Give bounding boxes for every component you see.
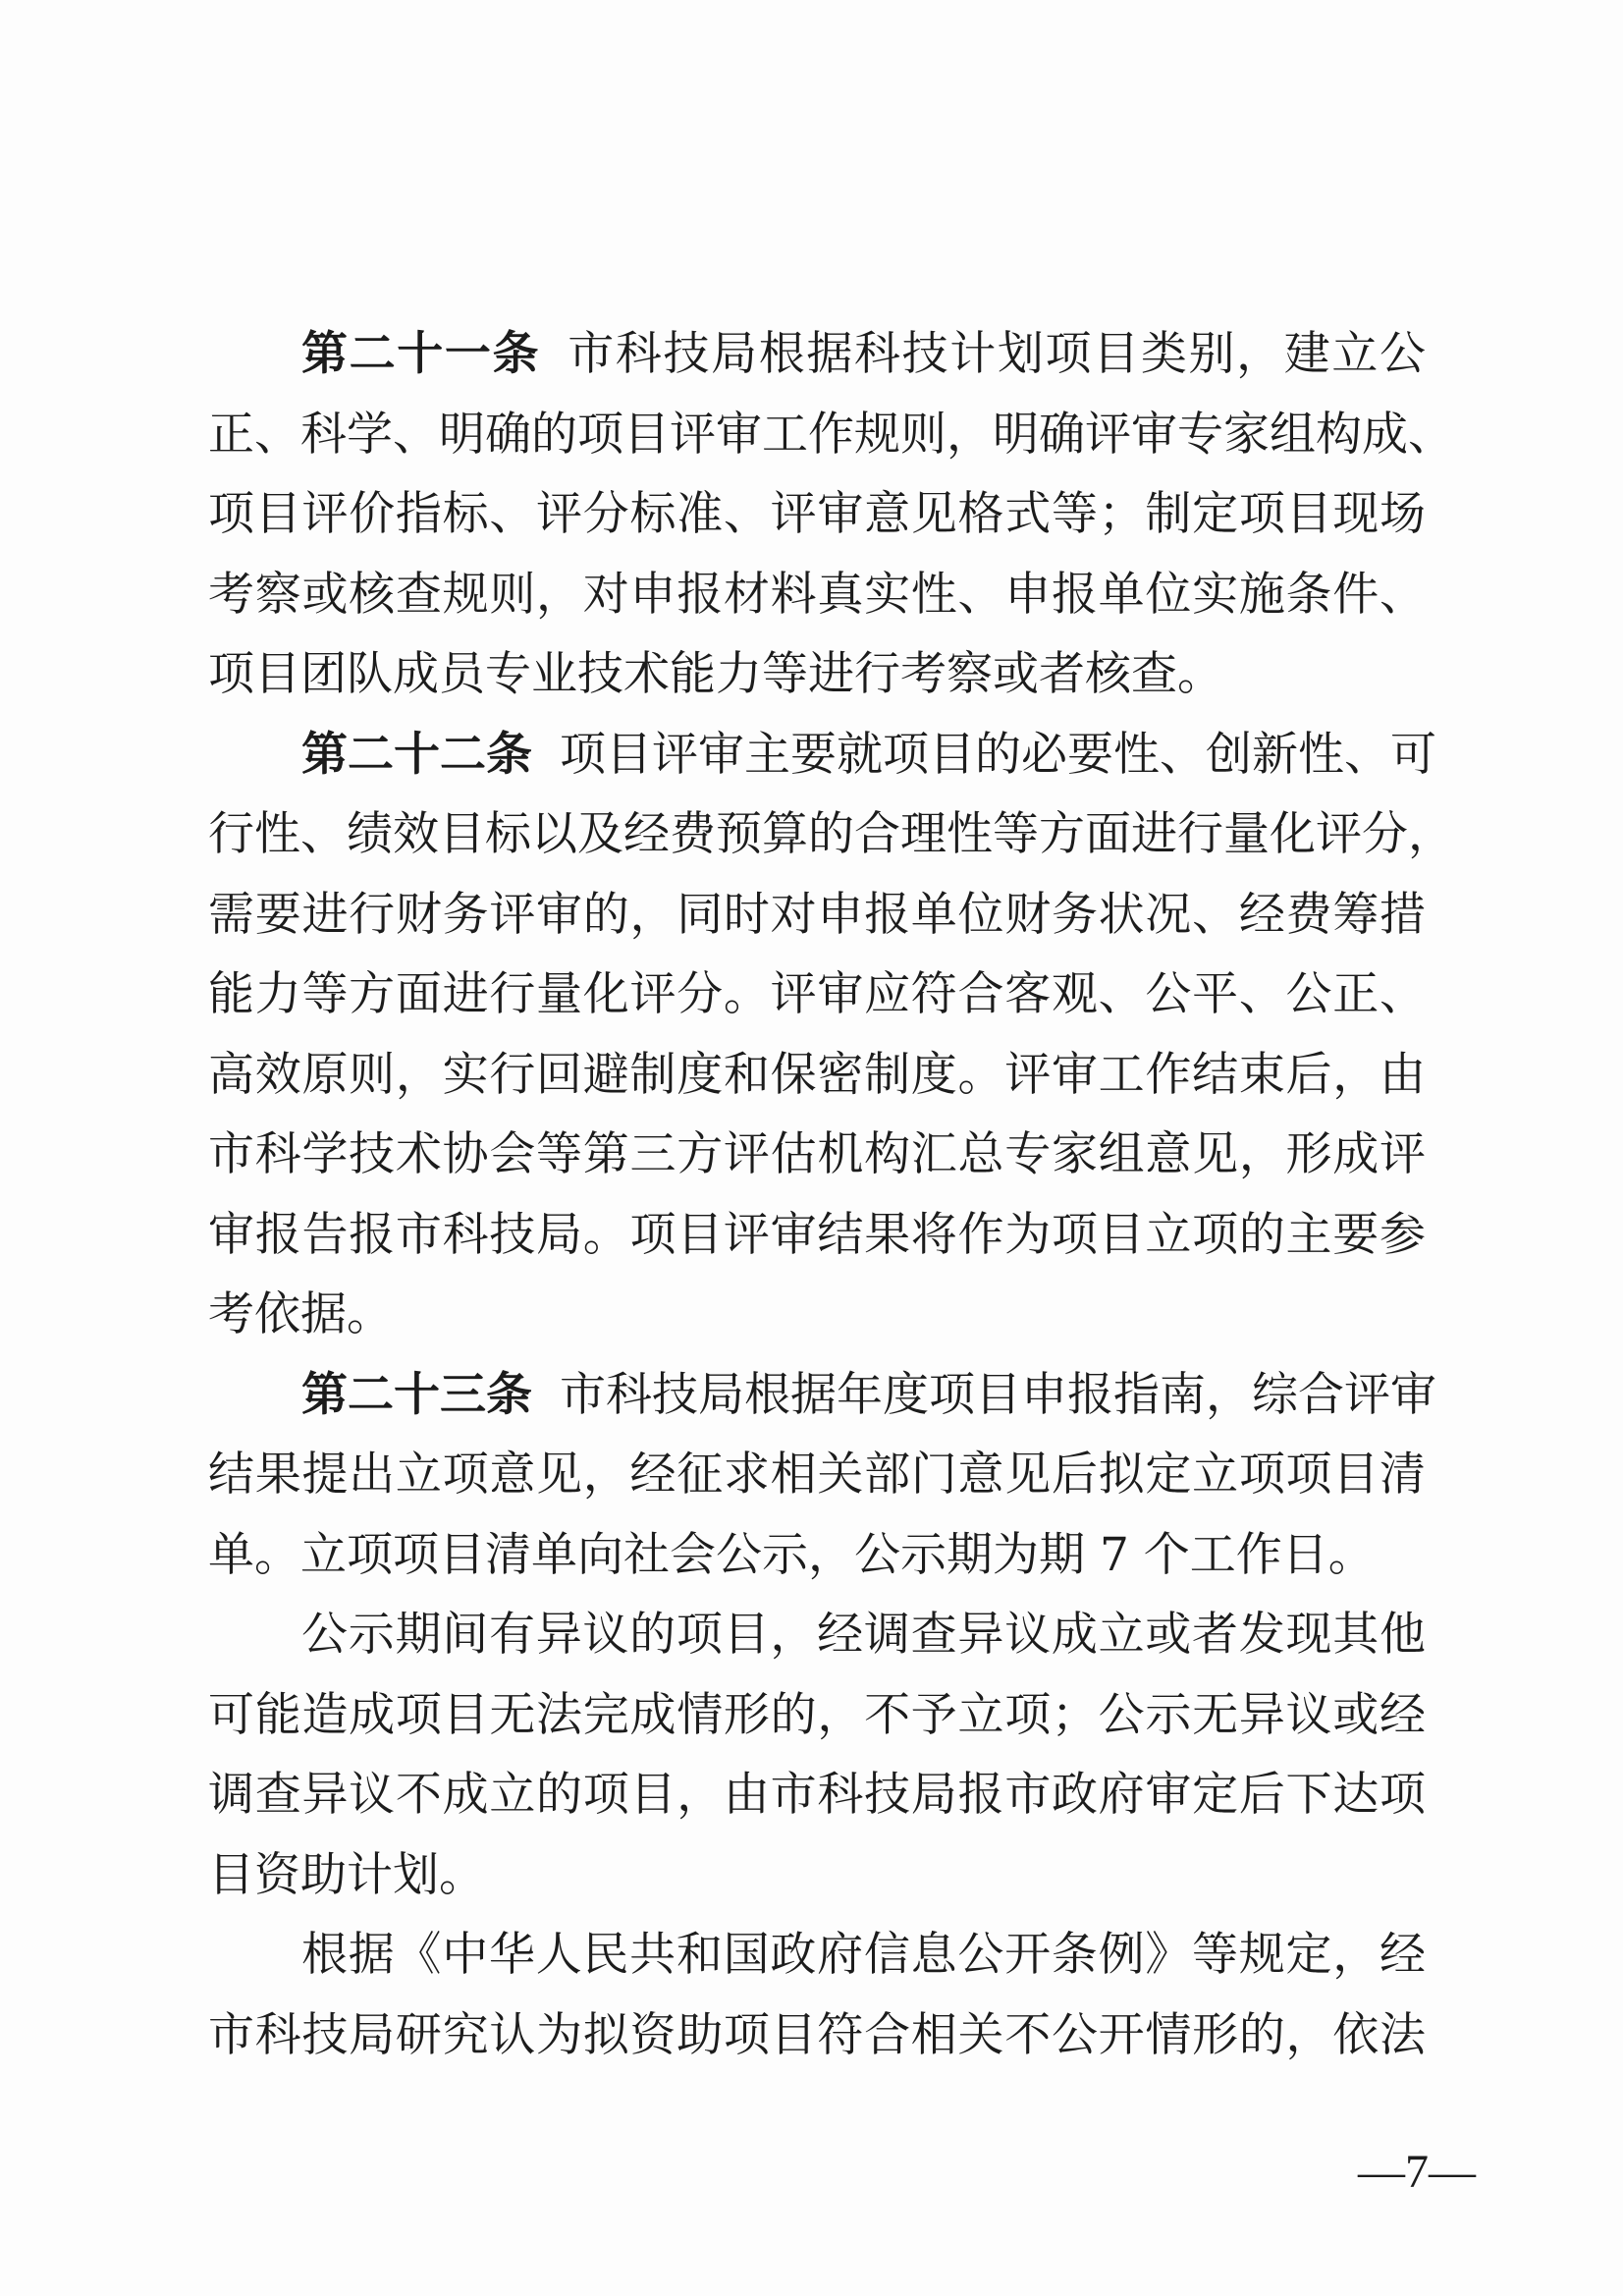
disclosure-line-1: 根据《中华人民共和国政府信息公开条例》等规定，经: [301, 1928, 1426, 1982]
disclosure-line-2: 市科技局研究认为拟资助项目符合相关不公开情形的，依法: [208, 2007, 1426, 2062]
article-23-heading: 第二十三条: [301, 1367, 532, 1422]
article-22-line-5: 高效原则，实行回避制度和保密制度。评审工作结束后，由: [208, 1047, 1426, 1102]
article-21-line-2: 正、科学、明确的项目评审工作规则，明确评审专家组构成、: [208, 407, 1454, 462]
article-21-line-4: 考察或核查规则，对申报材料真实性、申报单位实施条件、: [208, 567, 1426, 622]
article-21-line-5: 项目团队成员专业技术能力等进行考察或者核查。: [208, 647, 1223, 701]
article-22-line-8: 考依据。: [208, 1287, 393, 1341]
article-23-line-1: [208, 1355, 1436, 1436]
article-22-line-3: 需要进行财务评审的，同时对申报单位财务状况、经费筹措: [208, 887, 1426, 942]
page-number: —7—: [1358, 2146, 1476, 2198]
article-21-heading: 第二十一条: [301, 327, 541, 381]
objection-line-3: 调查异议不成立的项目，由市科技局报市政府审定后下达项: [208, 1768, 1426, 1822]
article-22-line-6: 市科学技术协会等第三方评估机构汇总专家组意见，形成评: [208, 1127, 1426, 1181]
article-22-text: 项目评审主要就项目的必要性、创新性、可: [560, 727, 1436, 782]
article-23-line-2: 结果提出立项意见，经征求相关部门意见后拟定立项项目清: [208, 1448, 1426, 1502]
objection-line-2: 可能造成项目无法完成情形的，不予立项；公示无异议或经: [208, 1687, 1426, 1742]
article-21-line-1: [208, 314, 1426, 395]
article-22-line-4: 能力等方面进行量化评分。评审应符合客观、公平、公正、: [208, 967, 1426, 1021]
article-21-text: 市科技局根据科技计划项目类别，建立公: [568, 327, 1427, 381]
article-23-line-3: 单。立项项目清单向社会公示，公示期为期 7 个工作日。: [208, 1527, 1375, 1582]
article-21-line-3: 项目评价指标、评分标准、评审意见格式等；制定项目现场: [208, 487, 1426, 541]
objection-line-1: 公示期间有异议的项目，经调查异议成立或者发现其他: [301, 1608, 1426, 1662]
article-23-text: 市科技局根据年度项目申报指南，综合评审: [560, 1367, 1436, 1422]
objection-line-4: 目资助计划。: [208, 1847, 485, 1902]
article-22-line-7: 审报告报市科技局。项目评审结果将作为项目立项的主要参: [208, 1207, 1426, 1262]
document-body: [208, 314, 1454, 2075]
article-22-line-1: [208, 715, 1436, 795]
article-22-line-2: 行性、绩效目标以及经费预算的合理性等方面进行量化评分，: [208, 807, 1454, 861]
article-22-heading: 第二十二条: [301, 727, 532, 782]
